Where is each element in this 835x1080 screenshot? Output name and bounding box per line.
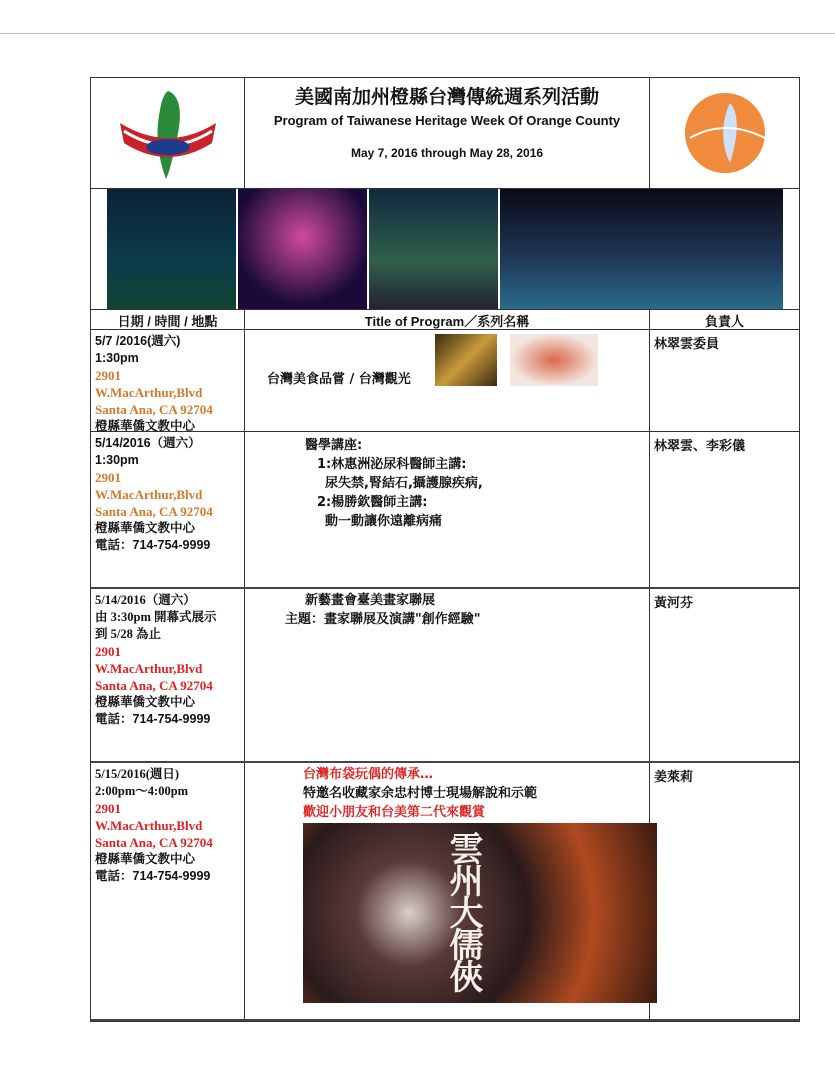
event-address: W.MacArthur,Blvd — [95, 661, 203, 676]
event-date: 5/14/2016（週六） — [95, 436, 201, 450]
food-photo — [435, 334, 497, 386]
heritage-logo — [91, 78, 245, 188]
title-en: Program of Taiwanese Heritage Week Of Orange County — [273, 113, 621, 128]
program-line: 新藝畫會臺美畫家聯展 — [305, 593, 436, 608]
col-program: Title of Program／系列名稱 — [245, 310, 650, 329]
event-row — [91, 432, 799, 589]
event-date: 5/7 /2016(週六) — [95, 334, 181, 348]
event-address: W.MacArthur,Blvd — [95, 385, 203, 400]
program-line: 尿失禁,腎結石,攝護腺疾病, — [325, 476, 483, 491]
event-owner: 林翠雲委員 — [654, 337, 720, 352]
program-line: 特邀名收藏家余忠村博士現場解說和示範 — [303, 786, 538, 801]
event-venue: 橙縣華僑文教中心 — [95, 521, 196, 535]
event-address: W.MacArthur,Blvd — [95, 487, 203, 502]
puppet-poster — [303, 823, 657, 1003]
header-row — [91, 78, 799, 189]
event-date: 5/15/2016(週日) — [95, 767, 180, 781]
event-phone: 電話：714-754-9999 — [95, 538, 211, 552]
page-divider — [0, 33, 835, 34]
event-program: 台灣美食品嘗 / 台灣觀光 — [267, 372, 411, 387]
event-venue: 橙縣華僑文教中心 — [95, 419, 196, 433]
event-date: 5/14/2016（週六） — [95, 593, 196, 607]
program-line: 主題：畫家聯展及演講"創作經驗" — [285, 612, 481, 627]
acrobat-photo — [107, 189, 236, 309]
program-line: 台灣布袋玩偶的傳承… — [303, 767, 434, 782]
event-row — [91, 589, 799, 763]
program-table — [90, 77, 800, 1022]
program-line: 醫學講座: — [305, 438, 363, 453]
acrobat-photo — [238, 189, 367, 309]
event-phone: 電話：714-754-9999 — [95, 869, 211, 883]
acrobat-photos — [91, 189, 799, 310]
event-row — [91, 763, 799, 1021]
sausage-photo — [510, 334, 598, 386]
program-line: 2:楊勝欽醫師主講: — [317, 495, 428, 510]
event-row — [91, 330, 799, 432]
event-time: 1:30pm — [95, 351, 139, 365]
event-address: 2901 — [95, 368, 121, 383]
event-venue: 橙縣華僑文教中心 — [95, 852, 196, 866]
event-owner: 林翠雲、李彩儀 — [654, 439, 746, 454]
program-line: 動一動讓你遠離病痛 — [325, 514, 443, 529]
acrobat-photo — [369, 189, 498, 309]
col-owner: 負責人 — [704, 314, 744, 329]
event-address: W.MacArthur,Blvd — [95, 818, 203, 833]
event-phone: 電話：714-754-9999 — [95, 712, 211, 726]
program-line: 1:林惠洲泌尿科醫師主講: — [317, 457, 467, 472]
event-address: Santa Ana, CA 92704 — [95, 835, 213, 850]
column-headers — [91, 310, 799, 330]
acrobat-photo — [500, 189, 783, 309]
event-address: 2901 — [95, 470, 121, 485]
event-time: 2:00pm～4:00pm — [95, 784, 189, 798]
event-address: Santa Ana, CA 92704 — [95, 678, 213, 693]
event-address: Santa Ana, CA 92704 — [95, 402, 213, 417]
event-address: Santa Ana, CA 92704 — [95, 504, 213, 519]
event-address: 2901 — [95, 801, 121, 816]
program-line: 歡迎小朋友和台美第二代來觀賞 — [303, 805, 486, 820]
event-time: 到 5/28 為止 — [95, 627, 161, 641]
event-venue: 橙縣華僑文教中心 — [95, 695, 196, 709]
event-owner: 姜萊莉 — [654, 770, 694, 785]
event-time: 1:30pm — [95, 453, 139, 467]
event-time: 由 3:30pm 開幕式展示 — [95, 610, 217, 624]
col-date: 日期 / 時間 / 地點 — [91, 310, 245, 329]
poster-title: 雲州大儒俠 — [443, 831, 483, 991]
date-range: May 7, 2016 through May 28, 2016 — [350, 146, 544, 160]
event-address: 2901 — [95, 644, 121, 659]
title-zh: 美國南加州橙縣台灣傳統週系列活動 — [294, 86, 599, 108]
event-owner: 黃河芬 — [654, 596, 694, 611]
heritage-emblem — [650, 78, 799, 188]
